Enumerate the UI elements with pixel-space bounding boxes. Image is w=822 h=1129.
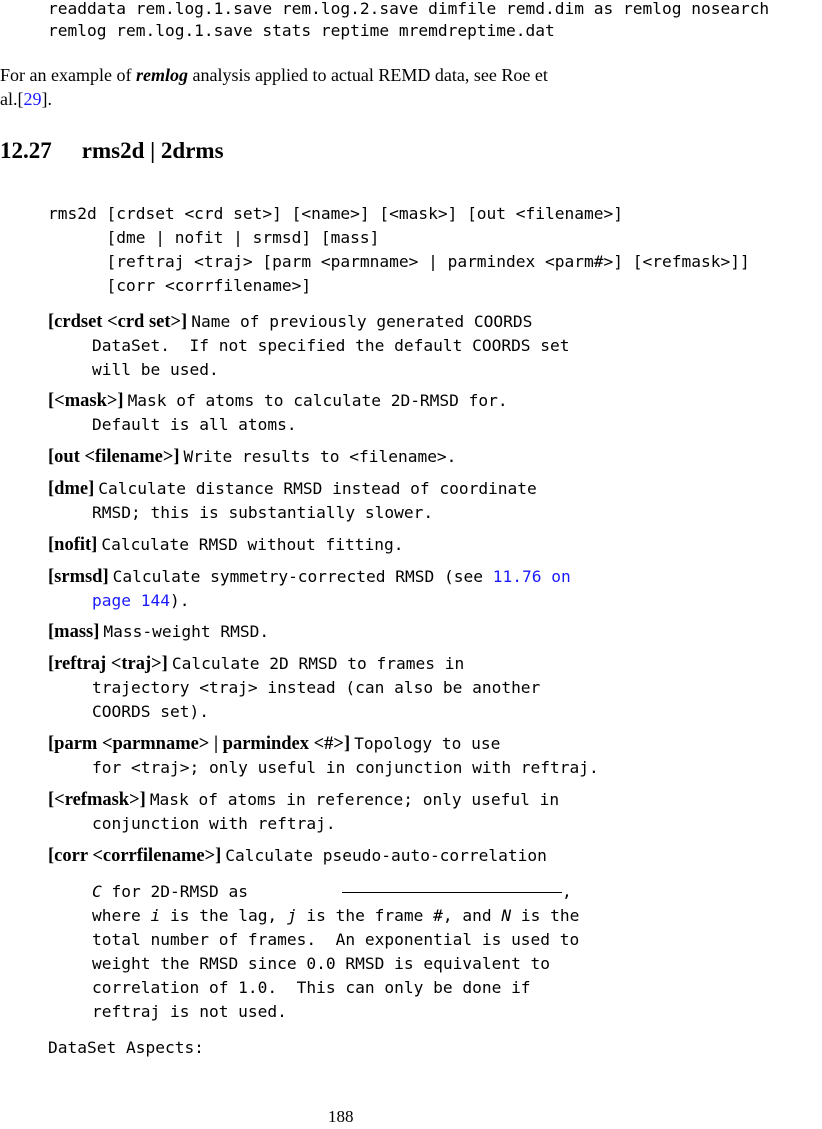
code-line: readdata rem.log.1.save rem.log.2.save dimfile remd.dim as remlog nosearch (48, 0, 770, 18)
cross-reference-link[interactable]: page 144 (92, 591, 170, 610)
cross-reference-link[interactable]: 11.76 on (492, 567, 571, 586)
option-description: conjunction with reftraj. (92, 814, 336, 833)
option-term: [corr <corrfilename>] (48, 846, 222, 866)
option-term: [reftraj <traj>] (48, 654, 168, 674)
option-parm: [parm <parmname> | parmindex <#>] Topology to use (48, 734, 501, 754)
option-term: [out <filename>] (48, 447, 180, 467)
command-name-emphasis: remlog (135, 65, 188, 85)
option-description: reftraj is not used. (92, 1002, 287, 1021)
option-term: [nofit] (48, 535, 98, 555)
option-refmask: [<refmask>] Mask of atoms in reference; only useful in (48, 790, 560, 810)
option-description: total number of frames. An exponential is used to (92, 930, 580, 949)
formula-fraction-bar (342, 892, 562, 893)
option-term: [mass] (48, 622, 100, 642)
usage-line: rms2d [crdset <crd set>] [<name>] [<mask>] [out <filename>] (48, 204, 623, 223)
option-out: [out <filename>] Write results to <filename>. (48, 447, 457, 467)
intro-paragraph-line: al.[29]. (0, 89, 52, 109)
option-description: , (562, 882, 572, 901)
citation-link[interactable]: 29 (23, 89, 42, 109)
option-crdset: [crdset <crd set>] Name of previously generated COORDS (48, 312, 533, 332)
code-line: remlog rem.log.1.save stats reptime mremdreptime.dat (48, 21, 555, 40)
option-corr: [corr <corrfilename>] Calculate pseudo-auto-correlation (48, 846, 547, 866)
option-dme: [dme] Calculate distance RMSD instead of coordinate (48, 479, 537, 499)
option-description: trajectory <traj> instead (can also be another (92, 678, 541, 697)
option-description: C for 2D-RMSD as (92, 882, 248, 901)
option-term: [srmsd] (48, 567, 109, 587)
option-description: Default is all atoms. (92, 415, 297, 434)
usage-line: [dme | nofit | srmsd] [mass] (48, 228, 380, 247)
usage-line: [reftraj <traj> [parm <parmname> | parmindex <parm#>] [<refmask>]] (48, 252, 750, 271)
option-term: [parm <parmname> | parmindex <#>] (48, 734, 351, 754)
option-nofit: [nofit] Calculate RMSD without fitting. (48, 535, 404, 555)
section-title: rms2d | 2drms (81, 138, 224, 163)
usage-line: [corr <corrfilename>] (48, 276, 312, 295)
option-term: [crdset <crd set>] (48, 312, 188, 332)
page-number: 188 (328, 1107, 354, 1126)
dataset-aspects-heading: DataSet Aspects: (48, 1038, 204, 1057)
option-reftraj: [reftraj <traj>] Calculate 2D RMSD to frames in (48, 654, 465, 674)
option-description: RMSD; this is substantially slower. (92, 503, 434, 522)
option-description: DataSet. If not specified the default COORDS set (92, 336, 570, 355)
option-srmsd: [srmsd] Calculate symmetry-corrected RMSD (see 11.76 on (48, 567, 571, 587)
option-description: will be used. (92, 360, 219, 379)
option-description: page 144). (92, 591, 190, 610)
option-description: weight the RMSD since 0.0 RMSD is equivalent to (92, 954, 551, 973)
option-description: correlation of 1.0. This can only be done if (92, 978, 531, 997)
option-mask: [<mask>] Mask of atoms to calculate 2D-RMSD for. (48, 391, 508, 411)
option-description: COORDS set). (92, 702, 209, 721)
option-term: [<mask>] (48, 391, 124, 411)
option-description: where i is the lag, j is the frame #, and N is the (92, 906, 580, 925)
option-term: [dme] (48, 479, 95, 499)
option-term: [<refmask>] (48, 790, 146, 810)
intro-paragraph-line: For an example of remlog analysis applied to actual REMD data, see Roe et (0, 65, 548, 85)
option-mass: [mass] Mass-weight RMSD. (48, 622, 270, 642)
section-number: 12.27 (0, 138, 52, 163)
option-description: for <traj>; only useful in conjunction with reftraj. (92, 758, 599, 777)
section-heading (0, 139, 224, 163)
